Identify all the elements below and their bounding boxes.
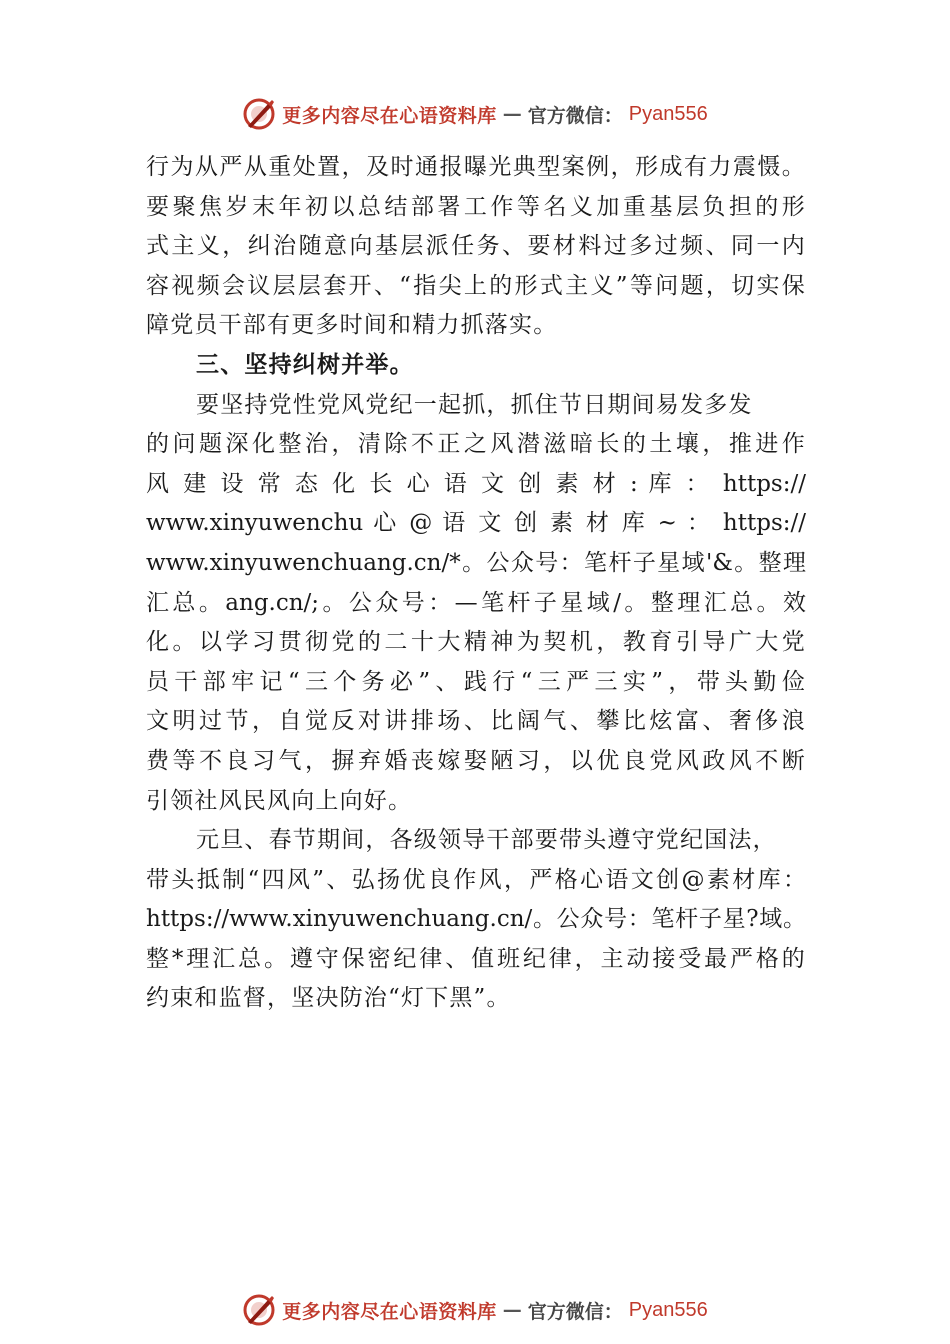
banner-separator: — <box>502 1299 522 1321</box>
body-line: 元旦、春节期间，各级领导干部要带头遵守党纪国法， <box>196 827 777 854</box>
body-line: 约束和监督，坚决防治“灯下黑”。 <box>146 985 511 1012</box>
header-banner <box>0 94 950 134</box>
body-line: 障党员干部有更多时间和精力抓落实。 <box>146 312 558 339</box>
body-line: www.xinyuwenchuang.cn/*。公众号：笔杆子星域'&。整理 <box>146 549 806 576</box>
body-line: 化。以学习贯彻党的二十大精神为契机，教育引导广大党 <box>146 629 806 656</box>
banner-wechat-label: 官方微信： <box>527 104 623 127</box>
body-line: 要坚持党性党风党纪一起抓，抓住节日期间易发多发 <box>196 391 753 418</box>
section-heading: 三、坚持纠树并举。 <box>196 351 414 378</box>
body-line: https://www.xinyuwenchuang.cn/。公众号：笔杆子星?域。 <box>146 906 806 933</box>
banner-wechat-id: Pyan556 <box>628 102 708 125</box>
pen-emblem-icon <box>242 1293 276 1327</box>
banner-separator: — <box>502 103 522 125</box>
document-body <box>146 148 806 1019</box>
body-line: 式主义，纠治随意向基层派任务、要材料过多过频、同一内 <box>146 233 806 260</box>
banner-slogan: 更多内容尽在心语资料库 <box>282 1300 497 1323</box>
body-line: 带头抵制“四风”、弘扬优良作风，严格心语文创@素材库： <box>146 866 806 893</box>
banner-slogan: 更多内容尽在心语资料库 <box>282 104 497 127</box>
body-line: 引领社风民风向上向好。 <box>146 787 413 814</box>
banner-wechat-id: Pyan556 <box>628 1298 708 1321</box>
body-line: 风 建 设 常 态 化 长 心 语 文 创 素 材 : 库 ： https:// <box>146 470 806 497</box>
footer-banner <box>0 1290 950 1330</box>
body-line: 文明过节，自觉反对讲排场、比阔气、攀比炫富、奢侈浪 <box>146 708 806 735</box>
body-line: 容视频会议层层套开、“指尖上的形式主义”等问题，切实保 <box>146 272 806 299</box>
banner-wechat-label: 官方微信： <box>527 1300 623 1323</box>
body-line: 员干部牢记“三个务必”、践行“三严三实”，带头勤俭 <box>146 668 806 695</box>
body-line: 的问题深化整治，清除不正之风潜滋暗长的土壤，推进作 <box>146 431 806 458</box>
body-line: 要聚焦岁末年初以总结部署工作等名义加重基层负担的形 <box>146 193 806 220</box>
body-line: 汇总。ang.cn/;。公众号：—笔杆子星域/。整理汇总。效 <box>146 589 806 616</box>
body-line: www.xinyuwenchu 心 @ 语 文 创 素 材 库 ~ ： https:// <box>146 510 806 537</box>
body-line: 行为从严从重处置，及时通报曝光典型案例，形成有力震慑。 <box>146 154 806 180</box>
body-line: 整*理汇总。遵守保密纪律、值班纪律，主动接受最严格的 <box>146 945 806 972</box>
body-line: 费等不良习气，摒弃婚丧嫁娶陋习，以优良党风政风不断 <box>146 747 806 774</box>
pen-emblem-icon <box>242 97 276 131</box>
